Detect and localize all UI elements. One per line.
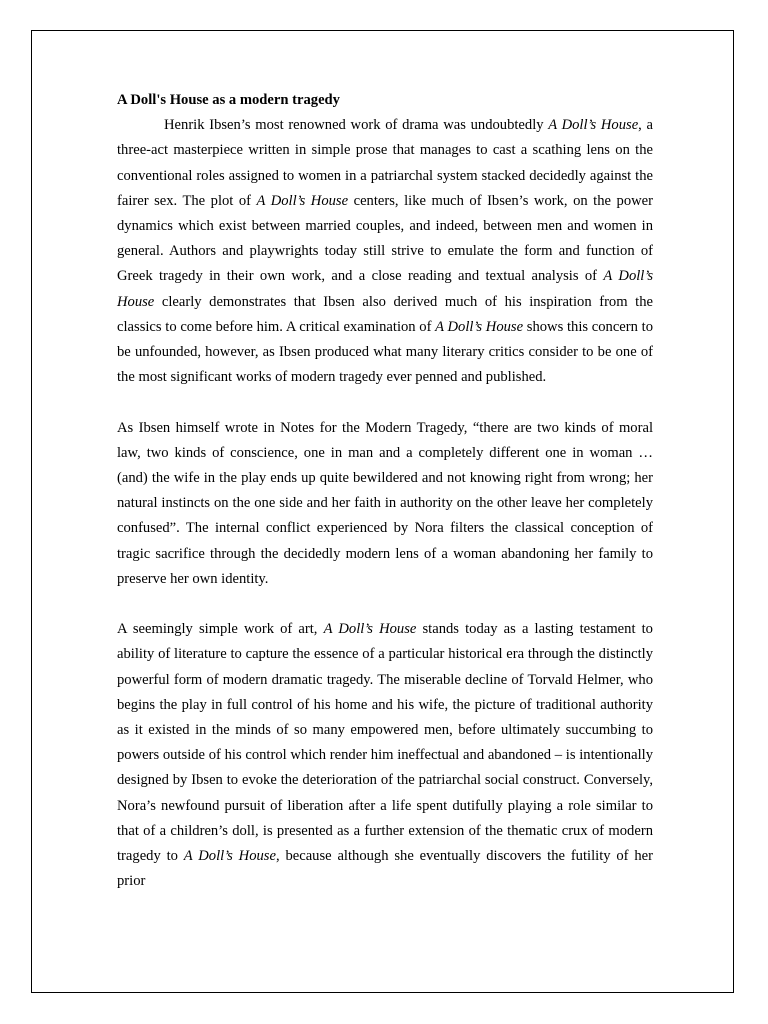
text-segment: centers, like much of Ibsen’s work, on the power dynamics which exist between married couples, and indeed, between men and women in general. Authors and playwrights today still strive to emulate the form and function of Greek tragedy in their own work, and a close reading and textual analysis of (117, 192, 653, 285)
paragraph-2 (117, 416, 653, 592)
italic-title-segment: A Doll’s House (323, 621, 417, 638)
text-segment: stands today as a lasting testament to ability of literature to capture the essence of a particular historical era through the distinctly powerful form of modern dramatic tragedy. The miserable decline of Torvald Helmer, who begins the play in full control of his home and his wife, the picture of traditional authority as it existed in the minds of so many empowered men, before ultimately succumbing to powers outside of his control which render him ineffectual and abandoned – is intentionally designed by Ibsen to evoke the deterioration of the patriarchal social construct. Conversely, Nora’s newfound pursuit of liberation after a life spent dutifully playing a role similar to that of a children’s doll, is presented as a further extension of the thematic crux of modern tragedy to (117, 621, 653, 865)
text-segment: shows this concern to be unfounded, however, as Ibsen produced what many literary critics consider to be one of the most significant works of modern tragedy ever penned and published. (117, 318, 653, 386)
text-segment: , because although she eventually discovers the futility of her prior (117, 848, 653, 890)
document-title: A Doll's House as a modern tragedy (117, 92, 340, 108)
document-page (31, 30, 734, 993)
italic-title-segment: A Doll’s House (117, 268, 654, 310)
paragraph-3 (117, 617, 653, 894)
italic-title-segment: A Doll’s House (256, 192, 349, 209)
text-segment: A seemingly simple work of art, (117, 621, 324, 638)
text-segment: As Ibsen himself wrote in Notes for the Modern Tragedy, “there are two kinds of moral law, two kinds of conscience, one in man and a completely different one in woman … (and) the wife in the play ends up quite bewildered and not knowing right from wrong; her natural instincts on the one side and her faith in authority on the other leave her completely confused”. The internal conflict experienced by Nora filters the classical conception of tragic sacrifice through the decidedly modern lens of a woman abandoning her family to preserve her own identity. (117, 419, 653, 587)
italic-title-segment: A Doll’s House (183, 848, 276, 865)
text-segment: Henrik Ibsen’s most renowned work of drama was undoubtedly (164, 117, 549, 134)
italic-title-segment: A Doll’s House (435, 318, 524, 335)
text-segment: , a three-act masterpiece written in simple prose that manages to cast a scathing lens on the conventional roles assigned to women in a patriarchal system stacked decidedly against the fairer sex. The plot of (117, 117, 653, 209)
text-segment: clearly demonstrates that Ibsen also derived much of his inspiration from the classics to come before him. A critical examination of (117, 293, 653, 335)
italic-title-segment: A Doll’s House (548, 117, 639, 134)
document-body (117, 88, 653, 894)
paragraph-1 (117, 113, 653, 390)
